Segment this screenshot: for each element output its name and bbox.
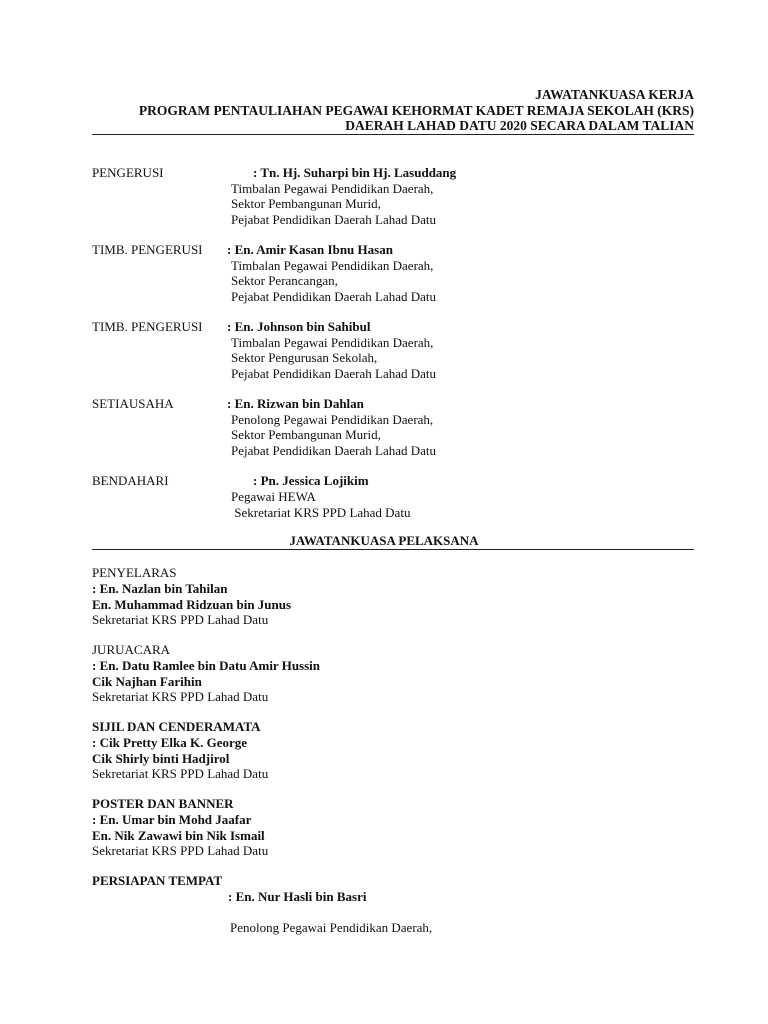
committee-detail: Pegawai HEWA bbox=[231, 489, 316, 504]
committee-role: BENDAHARI bbox=[92, 473, 169, 488]
committee-detail: Timbalan Pegawai Pendidikan Daerah, bbox=[231, 335, 434, 350]
exec-name: En. Nik Zawawi bin Nik Ismail bbox=[92, 828, 265, 843]
header-line-1: JAWATANKUASA KERJA bbox=[535, 87, 694, 102]
committee-detail: Pejabat Pendidikan Daerah Lahad Datu bbox=[231, 443, 437, 458]
committee-role: TIMB. PENGERUSI bbox=[92, 319, 203, 334]
exec-name: : Cik Pretty Elka K. George bbox=[92, 735, 248, 750]
committee-role: PENGERUSI bbox=[92, 165, 164, 180]
exec-note: Sekretariat KRS PPD Lahad Datu bbox=[92, 843, 269, 858]
committee-detail: Sektor Pengurusan Sekolah, bbox=[231, 350, 378, 365]
exec-title: POSTER DAN BANNER bbox=[92, 796, 234, 811]
committee-detail: Sektor Pembangunan Murid, bbox=[231, 427, 381, 442]
exec-name: Cik Shirly binti Hadjirol bbox=[92, 751, 230, 766]
committee-detail: Timbalan Pegawai Pendidikan Daerah, bbox=[231, 181, 434, 196]
committee-detail: Pejabat Pendidikan Daerah Lahad Datu bbox=[231, 212, 437, 227]
exec-title: SIJIL DAN CENDERAMATA bbox=[92, 719, 261, 734]
committee-detail: Pejabat Pendidikan Daerah Lahad Datu bbox=[231, 366, 437, 381]
committee-role: SETIAUSAHA bbox=[92, 396, 174, 411]
header-line-3: DAERAH LAHAD DATU 2020 SECARA DALAM TALIAN bbox=[345, 118, 694, 133]
committee-name: : Tn. Hj. Suharpi bin Hj. Lasuddang bbox=[253, 165, 457, 180]
header-line-2: PROGRAM PENTAULIAHAN PEGAWAI KEHORMAT KADET REMAJA SEKOLAH (KRS) bbox=[138, 103, 694, 118]
exec-name: En. Muhammad Ridzuan bin Junus bbox=[92, 597, 292, 612]
committee-role: TIMB. PENGERUSI bbox=[92, 242, 203, 257]
committee-detail: Sektor Perancangan, bbox=[231, 273, 338, 288]
header-divider bbox=[92, 134, 694, 135]
exec-note: Sekretariat KRS PPD Lahad Datu bbox=[92, 689, 269, 704]
committee-name: : En. Johnson bin Sahibul bbox=[227, 319, 371, 334]
persiapan-name: : En. Nur Hasli bin Basri bbox=[228, 889, 367, 904]
committee-name: : Pn. Jessica Lojikim bbox=[253, 473, 369, 488]
exec-name: Cik Najhan Farihin bbox=[92, 674, 202, 689]
committee-detail: Penolong Pegawai Pendidikan Daerah, bbox=[231, 412, 434, 427]
exec-title: JURUACARA bbox=[92, 642, 171, 657]
exec-note: Sekretariat KRS PPD Lahad Datu bbox=[92, 612, 269, 627]
committee-detail: Pejabat Pendidikan Daerah Lahad Datu bbox=[231, 289, 437, 304]
exec-name: : En. Nazlan bin Tahilan bbox=[92, 581, 228, 596]
committee-name: : En. Rizwan bin Dahlan bbox=[227, 396, 364, 411]
committee-detail: Timbalan Pegawai Pendidikan Daerah, bbox=[231, 258, 434, 273]
exec-name: : En. Umar bin Mohd Jaafar bbox=[92, 812, 252, 827]
committee-detail: Sekretariat KRS PPD Lahad Datu bbox=[231, 505, 411, 520]
exec-note: Sekretariat KRS PPD Lahad Datu bbox=[92, 766, 269, 781]
committee-detail: Sektor Pembangunan Murid, bbox=[231, 196, 381, 211]
committee-name: : En. Amir Kasan Ibnu Hasan bbox=[227, 242, 393, 257]
exec-name: : En. Datu Ramlee bin Datu Amir Hussin bbox=[92, 658, 321, 673]
section-divider bbox=[92, 549, 694, 550]
exec-title: PENYELARAS bbox=[92, 565, 177, 580]
section-title: JAWATANKUASA PELAKSANA bbox=[289, 533, 479, 548]
persiapan-detail: Penolong Pegawai Pendidikan Daerah, bbox=[230, 920, 433, 935]
persiapan-title: PERSIAPAN TEMPAT bbox=[92, 873, 223, 888]
